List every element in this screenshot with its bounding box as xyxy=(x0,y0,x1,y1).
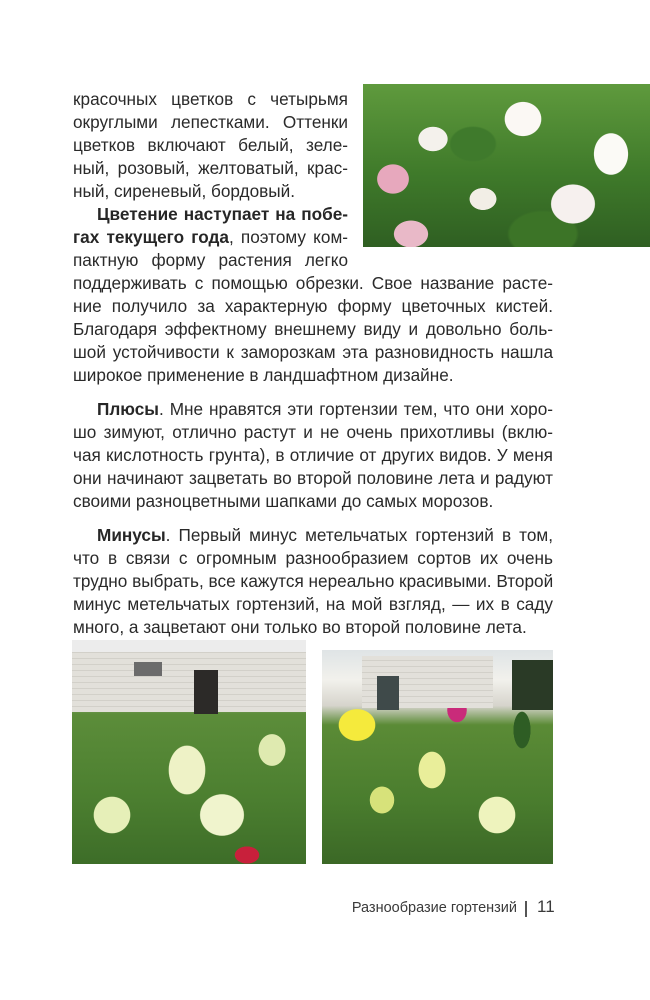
house-window xyxy=(377,676,399,710)
text-line: ный, сиреневый, бордовый. xyxy=(73,181,296,201)
text-line: они начинают зацветать во второй половине лета и радуют xyxy=(73,468,553,488)
text-span: . Мне нравятся эти гортензии тем, что они хоро- xyxy=(158,399,553,419)
text-line: что в связи с огромным разнообразием сортов их очень xyxy=(73,548,553,568)
text-span: . Первый минус метельчатых гортензий в том, xyxy=(165,525,553,545)
text-line: красочных цветков с четырьмя xyxy=(73,89,348,109)
text-line: пактную форму растения легко xyxy=(73,250,348,270)
bold-phrase: Цветение наступает на побе- xyxy=(97,204,348,224)
bold-phrase: гах текущего года xyxy=(73,227,229,247)
footer-separator xyxy=(525,901,527,917)
text-line: поддерживать с помощью обрезки. Свое название расте- xyxy=(73,273,553,293)
text-line: много, а зацветают они только во второй половине лета. xyxy=(73,617,527,637)
text-line: шо зимуют, отлично растут и не очень прихотливы (вклю- xyxy=(73,422,553,442)
text-line xyxy=(73,398,553,421)
text-line: ние получило за характерную форму цветочных кистей. xyxy=(73,296,553,316)
text-line xyxy=(73,203,348,226)
hydrangea-photo-top xyxy=(363,84,650,247)
cons-label: Минусы xyxy=(97,525,166,545)
text-span: , поэтому ком- xyxy=(228,227,348,247)
house-door xyxy=(194,670,218,714)
text-line xyxy=(73,524,553,547)
page-number: 11 xyxy=(537,897,555,916)
running-footer-title: Разнообразие гортензий xyxy=(351,900,517,916)
text-line: Благодаря эффектному внешнему виду и довольно боль- xyxy=(73,319,553,339)
text-line: чая кислотность грунта), в отличие от других видов. У меня xyxy=(73,445,553,465)
house-wall xyxy=(72,652,306,712)
tree-shape xyxy=(512,660,553,710)
house-window xyxy=(134,662,162,676)
text-line: цветков включают белый, зеле- xyxy=(73,135,348,155)
text-line: трудно выбрать, все кажутся нереально красивыми. Второй xyxy=(73,571,554,591)
text-line: шой устойчивости к заморозкам эта разновидность нашла xyxy=(73,342,553,362)
pros-label: Плюсы xyxy=(97,399,159,419)
garden-photo-right xyxy=(322,650,553,864)
garden-photo-left xyxy=(72,640,306,864)
text-line xyxy=(73,226,348,249)
text-line: ный, розовый, желтоватый, крас- xyxy=(73,158,348,178)
house-roof xyxy=(72,640,306,652)
text-line: широкое применение в ландшафтном дизайне. xyxy=(73,365,454,385)
text-line: своими разноцветными шапками до самых морозов. xyxy=(73,491,494,511)
text-line: минус метельчатых гортензий, на мой взгляд, — их в саду xyxy=(73,594,553,614)
text-line: округлыми лепестками. Оттенки xyxy=(73,112,348,132)
